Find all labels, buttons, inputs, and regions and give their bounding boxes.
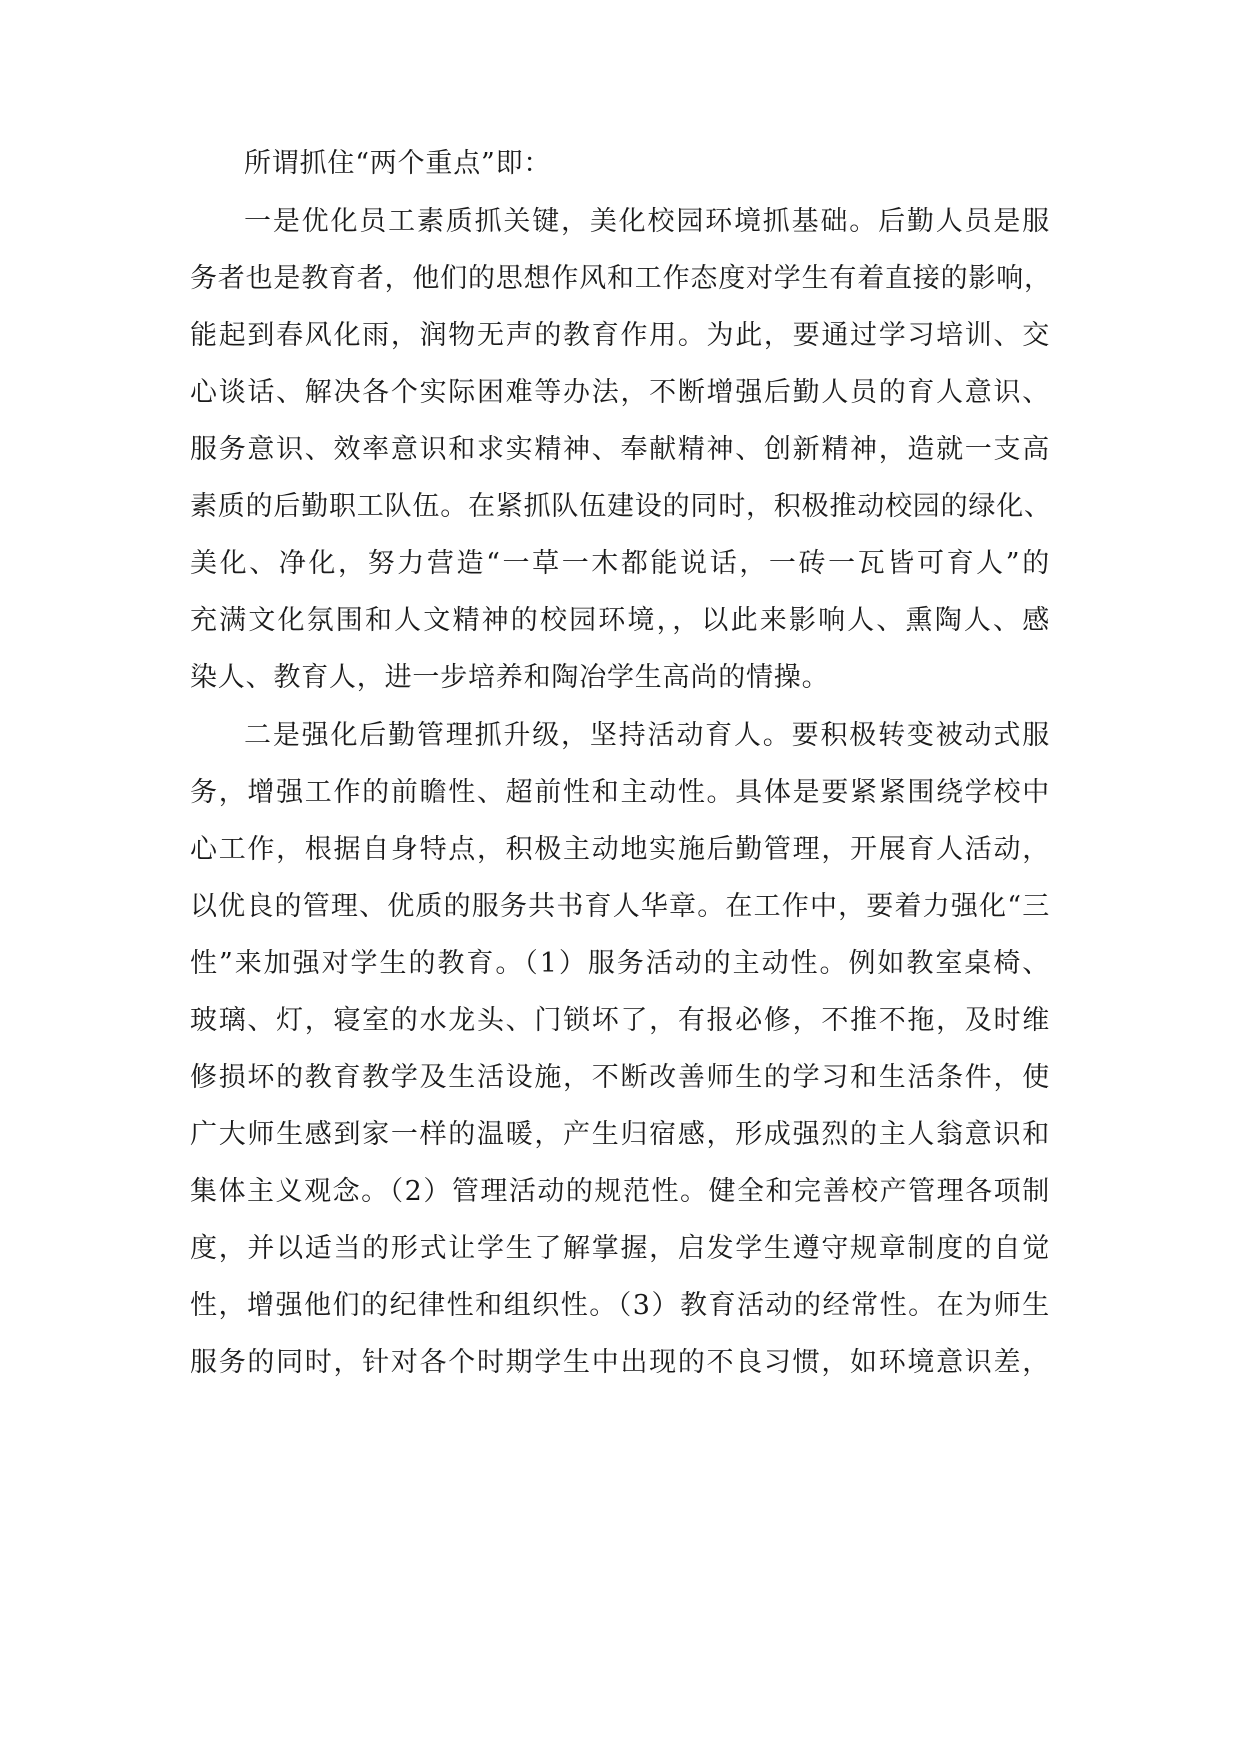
paragraph-line: 广大师生感到家一样的温暖，产生归宿感，形成强烈的主人翁意识和	[190, 1119, 1050, 1150]
paragraph-line: 染人、教育人，进一步培养和陶冶学生高尚的情操。	[190, 662, 830, 693]
paragraph-line: 能起到春风化雨，润物无声的教育作用。为此，要通过学习培训、交	[190, 320, 1050, 351]
paragraph-line: 集体主义观念。（2）管理活动的规范性。健全和完善校产管理各项制	[190, 1176, 1050, 1207]
paragraph-line: 一是优化员工素质抓关键，美化校园环境抓基础。后勤人员是服	[244, 206, 1050, 237]
paragraph-line: 所谓抓住“两个重点”即：	[244, 148, 552, 179]
paragraph-line: 美化、净化，努力营造“一草一木都能说话，一砖一瓦皆可育人”的	[190, 548, 1050, 579]
paragraph-line: 务者也是教育者，他们的思想作风和工作态度对学生有着直接的影响，	[190, 263, 1052, 294]
paragraph-line: 心谈话、解决各个实际困难等办法，不断增强后勤人员的育人意识、	[190, 377, 1050, 408]
paragraph-line: 务，增强工作的前瞻性、超前性和主动性。具体是要紧紧围绕学校中	[190, 777, 1050, 808]
paragraph-line: 充满文化氛围和人文精神的校园环境，，以此来影响人、熏陶人、感	[190, 605, 1050, 636]
paragraph-line: 心工作，根据自身特点，积极主动地实施后勤管理，开展育人活动，	[190, 834, 1050, 865]
paragraph-line: 度，并以适当的形式让学生了解掌握，启发学生遵守规章制度的自觉	[190, 1233, 1050, 1264]
paragraph-line: 性”来加强对学生的教育。（1）服务活动的主动性。例如教室桌椅、	[190, 948, 1050, 979]
paragraph-line: 修损坏的教育教学及生活设施，不断改善师生的学习和生活条件，使	[190, 1062, 1050, 1093]
paragraph-line: 服务意识、效率意识和求实精神、奉献精神、创新精神，造就一支高	[190, 434, 1050, 465]
paragraph-line: 性，增强他们的纪律性和组织性。（3）教育活动的经常性。在为师生	[190, 1290, 1050, 1321]
paragraph-line: 素质的后勤职工队伍。在紧抓队伍建设的同时，积极推动校园的绿化、	[190, 491, 1052, 522]
paragraph-line: 以优良的管理、优质的服务共书育人华章。在工作中，要着力强化“三	[190, 891, 1050, 922]
paragraph-line: 服务的同时，针对各个时期学生中出现的不良习惯，如环境意识差，	[190, 1347, 1050, 1378]
paragraph-line: 玻璃、灯，寝室的水龙头、门锁坏了，有报必修，不推不拖，及时维	[190, 1005, 1050, 1036]
paragraph-line: 二是强化后勤管理抓升级，坚持活动育人。要积极转变被动式服	[244, 720, 1050, 751]
